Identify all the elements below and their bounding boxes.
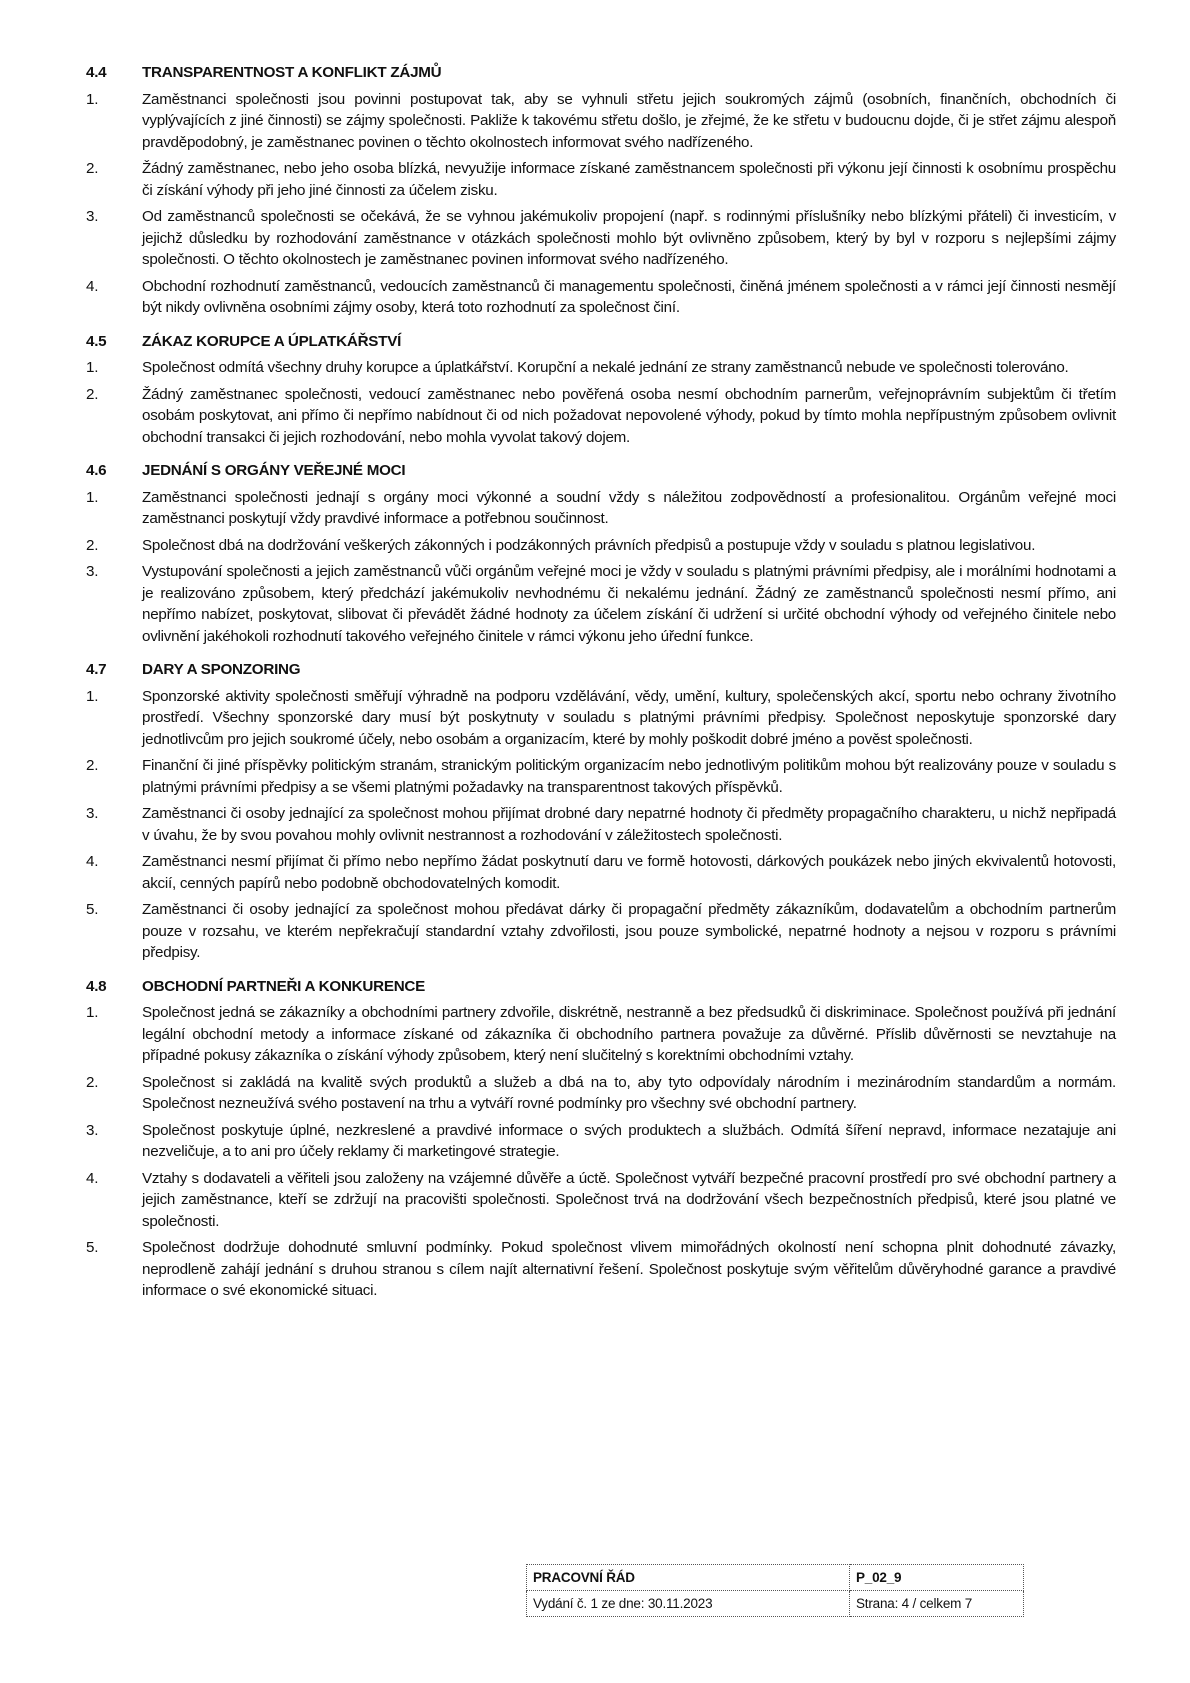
list-item-text: Zaměstnanci či osoby jednající za společnost mohou předávat dárky či propagační předměty zákazníkům, dodavatelům a obchodním partnerům pouze v rozsahu, ve kterém nepřekračují standardní vztahy zdvořilosti, jsou pouze symbolické, nepatrné hodnoty a nejsou v rozporu s právními předpisy. — [142, 901, 1116, 961]
list-item — [86, 487, 1116, 530]
footer-doc-code: P_02_9 — [850, 1565, 1024, 1591]
section-title: JEDNÁNÍ S ORGÁNY VEŘEJNÉ MOCI — [142, 462, 406, 479]
footer-row-title — [527, 1565, 1024, 1591]
list-item-number: 2. — [86, 1073, 99, 1091]
list-item-number: 3. — [86, 805, 99, 822]
list-item-number: 1. — [86, 687, 99, 705]
section-4-6 — [86, 460, 1116, 647]
list-item-number: 3. — [86, 208, 99, 225]
list-item-text: Společnost jedná se zákazníky a obchodními partnery zdvořile, diskrétně, nestranně a bez předsudků či diskriminace. Společnost používá při jednání legální obchodní metody a informace získané od zákazníka či obchodního partnera považuje za důvěrné. Příslib důvěrnosti se nevztahuje na případné pokusy zákazníka o získání výhody způsobem, který není slučitelný s korektními obchodními vztahy. — [142, 1004, 1116, 1064]
footer-issue-date: Vydání č. 1 ze dne: 30.11.2023 — [527, 1591, 850, 1617]
section-number: 4.7 — [86, 661, 107, 678]
section-4-4 — [86, 62, 1116, 319]
footer-doc-title: PRACOVNÍ ŘÁD — [527, 1565, 850, 1591]
list-item-text: Společnost poskytuje úplné, nezkreslené a pravdivé informace o svých produktech a službách. Odmítá šíření nepravd, informace nezatajuje ani nezveličuje, a to ani pro účely reklamy či marketingové strategie. — [142, 1121, 1116, 1160]
list-item — [86, 1120, 1116, 1163]
list-item-text: Zaměstnanci nesmí přijímat či přímo nebo nepřímo žádat poskytnutí daru ve formě hotovosti, dárkových poukázek nebo jiných ekvivalentů hotovosti, akcií, cenných papírů nebo podobně obchodovatelných komodit. — [142, 853, 1116, 892]
section-number: 4.5 — [86, 332, 107, 350]
list-item-number: 1. — [86, 1004, 99, 1021]
section-4-5 — [86, 331, 1116, 449]
list-item-text: Obchodní rozhodnutí zaměstnanců, vedoucích zaměstnanců či managementu společnosti, činěná jménem společnosti a v rámci její činnosti nesmějí být nikdy ovlivněna osobními zájmy osoby, která toto rozhodnutí za společnost činí. — [142, 277, 1116, 316]
section-heading — [86, 62, 1116, 84]
list-item-text: Společnost dbá na dodržování veškerých zákonných i podzákonných právních předpisů a postupuje vždy v souladu s platnou legislativou. — [142, 536, 1036, 554]
section-heading — [86, 331, 1116, 353]
list-item — [86, 1168, 1116, 1233]
section-heading — [86, 460, 1116, 482]
list-item — [86, 535, 1116, 557]
list-item-text: Od zaměstnanců společnosti se očekává, že se vyhnou jakémukoliv propojení (např. s rodinnými příslušníky nebo blízkými přáteli) či investicím, v jejichž důsledku by rozhodování zaměstnance v otázkách společnosti mohlo být ovlivněno způsobem, který by byl v rozporu s nejlepšími zájmy společnosti. O těchto okolnostech je zaměstnanec povinen informovat svého nadřízeného. — [142, 208, 1116, 268]
list-item — [86, 357, 1116, 379]
list-item-number: 2. — [86, 536, 99, 554]
list-item-text: Zaměstnanci či osoby jednající za společnost mohou přijímat drobné dary nepatrné hodnoty či předměty propagačního charakteru, u nichž nepřipadá v úvahu, že by svou povahou mohly ovlivnit nestrannost a rozhodování v záležitostech společnosti. — [142, 805, 1116, 844]
list-item-text: Žádný zaměstnanec společnosti, vedoucí zaměstnanec nebo pověřená osoba nesmí obchodním parnerům, veřejnoprávním subjektům či třetím osobám poskytovat, ani přímo či nepřímo nabídnout či od nich požadovat nepovolené výhody, pokud by tímto mohla nepřípustným způsobem ovlivnit obchodní transakci či jejich rozhodování, nebo mohla vyvolat takový dojem. — [142, 385, 1116, 446]
list-item — [86, 276, 1116, 319]
list-item-text: Zaměstnanci společnosti jednají s orgány moci výkonné a soudní vždy s náležitou zodpovědností a profesionalitou. Orgánům veřejné moci zaměstnanci poskytují vždy pravdivé informace a potřebnou součinnost. — [142, 488, 1116, 527]
list-item — [86, 899, 1116, 964]
footer-page-number: Strana: 4 / celkem 7 — [850, 1591, 1024, 1617]
list-item-text: Žádný zaměstnanec, nebo jeho osoba blízká, nevyužije informace získané zaměstnancem společnosti při výkonu její činnosti k osobnímu prospěchu či získání výhody při jeho jiné činnosti za účelem zisku. — [142, 160, 1116, 199]
list-item — [86, 851, 1116, 894]
section-number: 4.6 — [86, 462, 107, 479]
list-item-number: 1. — [86, 359, 99, 376]
list-item-number: 2. — [86, 757, 99, 774]
list-item-text: Vystupování společnosti a jejich zaměstnanců vůči orgánům veřejné moci je vždy v souladu s platnými právními předpisy, ale i morálními hodnotami a je realizováno způsobem, který předchází jakémukoliv nevhodnému či nekalému jednání. Žádný ze zaměstnanců společnosti nesmí přímo, ani nepřímo nabízet, poskytovat, slibovat či převádět žádné hodnoty za účelem získání či udržení si určité obchodní výhody od veřejného činitele nebo ovlivnění jakéhokoli rozhodnutí takového veřejného činitele v rámci výkonu jeho úřední funkce. — [142, 563, 1116, 645]
list-item-text: Zaměstnanci společnosti jsou povinni postupovat tak, aby se vyhnuli střetu jejich soukromých zájmů (osobních, finančních, obchodních či vyplývajících z jiné činnosti) se zájmy společnosti. Pakliže k takovému střetu došlo, je zřejmé, že ke střetu v budoucnu dojde, či je střet zájmu alespoň pravděpodobný, je zaměstnanec povinen o těchto okolnostech informovat svého nadřízeného. — [142, 90, 1116, 151]
section-4-8 — [86, 976, 1116, 1302]
list-item — [86, 561, 1116, 647]
list-item-number: 2. — [86, 385, 99, 403]
list-item-text: Finanční či jiné příspěvky politickým stranám, stranickým politickým organizacím nebo jednotlivým politikům mohou být realizovány pouze v souladu s platnými právními předpisy a se všemi platnými požadavky na transparentnost takových příspěvků. — [142, 757, 1116, 796]
list-item-number: 1. — [86, 488, 99, 506]
list-item-number: 1. — [86, 90, 99, 108]
list-item-number: 4. — [86, 853, 99, 870]
list-item-text: Vztahy s dodavateli a věřiteli jsou založeny na vzájemné důvěře a úctě. Společnost vytváří bezpečné pracovní prostředí pro své obchodní partnery a jejich zaměstnance, kteří se zdržují na pracovišti společnosti. Společnost trvá na dodržování všech bezpečnostních předpisů, které jsou platné ve společnosti. — [142, 1169, 1116, 1230]
list-item — [86, 755, 1116, 798]
list-item-text: Společnost dodržuje dohodnuté smluvní podmínky. Pokud společnost vlivem mimořádných okolností není schopna plnit dohodnuté závazky, neprodleně zahájí jednání s druhou stranou s cílem najít alternativní řešení. Společnost poskytuje svým věřitelům důvěryhodné garance a pravdivé informace o své ekonomické situaci. — [142, 1239, 1116, 1299]
footer-row-issue — [527, 1591, 1024, 1617]
list-item — [86, 206, 1116, 271]
list-item — [86, 384, 1116, 449]
list-item-number: 4. — [86, 277, 99, 295]
section-title: DARY A SPONZORING — [142, 661, 301, 678]
document-body — [86, 62, 1116, 1314]
list-item — [86, 1072, 1116, 1115]
list-item-text: Společnost si zakládá na kvalitě svých produktů a služeb a dbá na to, aby tyto odpovídaly národním i mezinárodním standardům a normám. Společnost nezneužívá svého postavení na trhu a vytváří rovné podmínky pro všechny své obchodní partnery. — [142, 1073, 1116, 1112]
section-number: 4.8 — [86, 977, 107, 995]
list-item-number: 3. — [86, 1121, 99, 1139]
list-item-number: 4. — [86, 1169, 99, 1187]
section-heading — [86, 659, 1116, 681]
list-item-number: 5. — [86, 1239, 99, 1256]
section-title: ZÁKAZ KORUPCE A ÚPLATKÁŘSTVÍ — [142, 332, 402, 350]
list-item-number: 3. — [86, 563, 99, 580]
list-item-number: 5. — [86, 901, 99, 918]
list-item-text: Sponzorské aktivity společnosti směřují výhradně na podporu vzdělávání, vědy, umění, kultury, společenských akcí, sportu nebo ochrany životního prostředí. Všechny sponzorské dary musí být poskytnuty v souladu s platnými právními předpisy. Společnost neposkytuje sponzorské dary jednotlivcům pro jejich soukromé účely, nebo osobám a organizacím, které by mohly poškodit dobré jméno a pověst společnosti. — [142, 687, 1116, 748]
list-item — [86, 89, 1116, 154]
document-footer-table — [526, 1564, 1024, 1617]
section-number: 4.4 — [86, 64, 107, 81]
list-item — [86, 803, 1116, 846]
list-item — [86, 686, 1116, 751]
section-title: TRANSPARENTNOST A KONFLIKT ZÁJMŮ — [142, 64, 442, 81]
section-title: OBCHODNÍ PARTNEŘI A KONKURENCE — [142, 977, 426, 995]
list-item-number: 2. — [86, 160, 99, 177]
list-item — [86, 1237, 1116, 1302]
list-item — [86, 158, 1116, 201]
section-4-7 — [86, 659, 1116, 964]
section-heading — [86, 976, 1116, 998]
list-item-text: Společnost odmítá všechny druhy korupce a úplatkářství. Korupční a nekalé jednání ze strany zaměstnanců nebude ve společnosti tolerováno. — [142, 359, 1069, 376]
list-item — [86, 1002, 1116, 1067]
